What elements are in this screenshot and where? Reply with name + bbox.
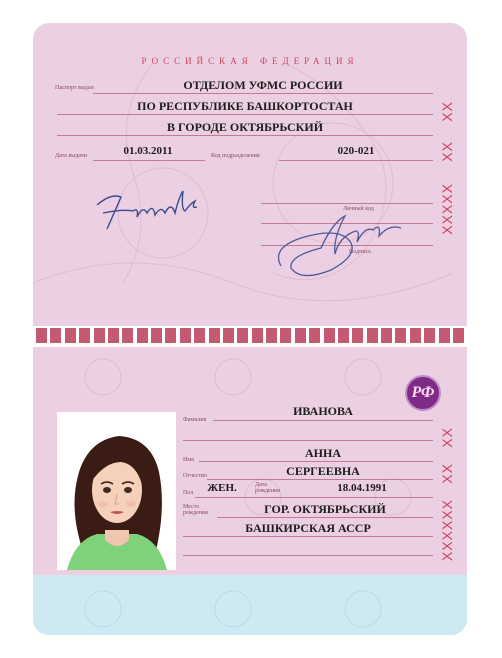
holder-signature-image bbox=[261, 208, 411, 288]
rule bbox=[57, 135, 433, 136]
patronymic-label: Отчество bbox=[183, 473, 207, 479]
patronymic-value: СЕРГЕЕВНА bbox=[286, 464, 360, 478]
sex-label: Пол bbox=[183, 490, 194, 496]
rule bbox=[261, 203, 433, 204]
surname-value: ИВАНОВА bbox=[293, 404, 353, 418]
series-bottom-short: XX bbox=[439, 427, 455, 448]
series-top-short: XX bbox=[439, 101, 455, 122]
birth-date-value: 18.04.1991 bbox=[337, 482, 387, 494]
birth-place-label-line1: Место bbox=[183, 504, 200, 510]
issued-by-line2: ПО РЕСПУБЛИКЕ БАШКОРТОСТАН bbox=[137, 99, 353, 113]
name-label: Имя bbox=[183, 457, 194, 463]
series-bottom-mid: XX bbox=[439, 463, 455, 484]
division-code-value: 020-021 bbox=[337, 145, 375, 157]
rule bbox=[207, 479, 433, 480]
country-title: РОССИЙСКАЯ ФЕДЕРАЦИЯ bbox=[141, 56, 359, 66]
rule bbox=[93, 160, 205, 161]
issued-by-line1: ОТДЕЛОМ УФМС РОССИИ bbox=[183, 78, 343, 92]
official-signature-image bbox=[93, 183, 213, 238]
passport-holder-page bbox=[33, 347, 467, 635]
passport-issue-page bbox=[33, 23, 467, 326]
birth-place-label-line2: рождения bbox=[183, 510, 208, 516]
surname-label: Фамилия bbox=[183, 417, 207, 423]
signature-label: Подпись bbox=[349, 249, 372, 255]
rule bbox=[57, 114, 433, 115]
rule bbox=[93, 93, 433, 94]
holder-photo bbox=[57, 412, 176, 570]
name-value: АННА bbox=[305, 446, 341, 460]
series-top-long: XXXXX bbox=[439, 183, 455, 235]
division-code-label: Код подразделения bbox=[211, 153, 260, 159]
rule bbox=[279, 160, 433, 161]
rule bbox=[213, 420, 433, 421]
issued-by-line3: В ГОРОДЕ ОКТЯБРЬСКИЙ bbox=[166, 120, 324, 134]
issued-by-label: Паспорт выдан bbox=[55, 85, 94, 91]
rule bbox=[195, 497, 433, 498]
rule bbox=[217, 517, 433, 518]
birth-date-label bbox=[255, 482, 280, 494]
rule bbox=[183, 536, 433, 537]
series-bottom-long: XXXXXX bbox=[439, 499, 455, 562]
rule bbox=[183, 440, 433, 441]
stitching bbox=[36, 328, 464, 343]
sex-value: ЖЕН. bbox=[207, 482, 237, 494]
portrait-image bbox=[57, 412, 176, 570]
birth-place-line1: ГОР. ОКТЯБРЬСКИЙ bbox=[264, 502, 386, 516]
birth-date-label-line1: Дата bbox=[255, 482, 267, 488]
rule bbox=[183, 555, 433, 556]
rf-emblem: РФ bbox=[405, 375, 441, 411]
birth-date-label-line2: рождения bbox=[255, 488, 280, 494]
personal-code-label: Личный код bbox=[343, 206, 374, 212]
issue-date-label: Дата выдачи bbox=[55, 153, 88, 159]
issue-date-value: 01.03.2011 bbox=[123, 145, 173, 157]
birth-place-label bbox=[183, 504, 208, 516]
birth-place-line2: БАШКИРСКАЯ АССР bbox=[245, 521, 371, 535]
rule bbox=[199, 461, 433, 462]
series-top-mid: XX bbox=[439, 141, 455, 162]
passport bbox=[33, 23, 467, 635]
